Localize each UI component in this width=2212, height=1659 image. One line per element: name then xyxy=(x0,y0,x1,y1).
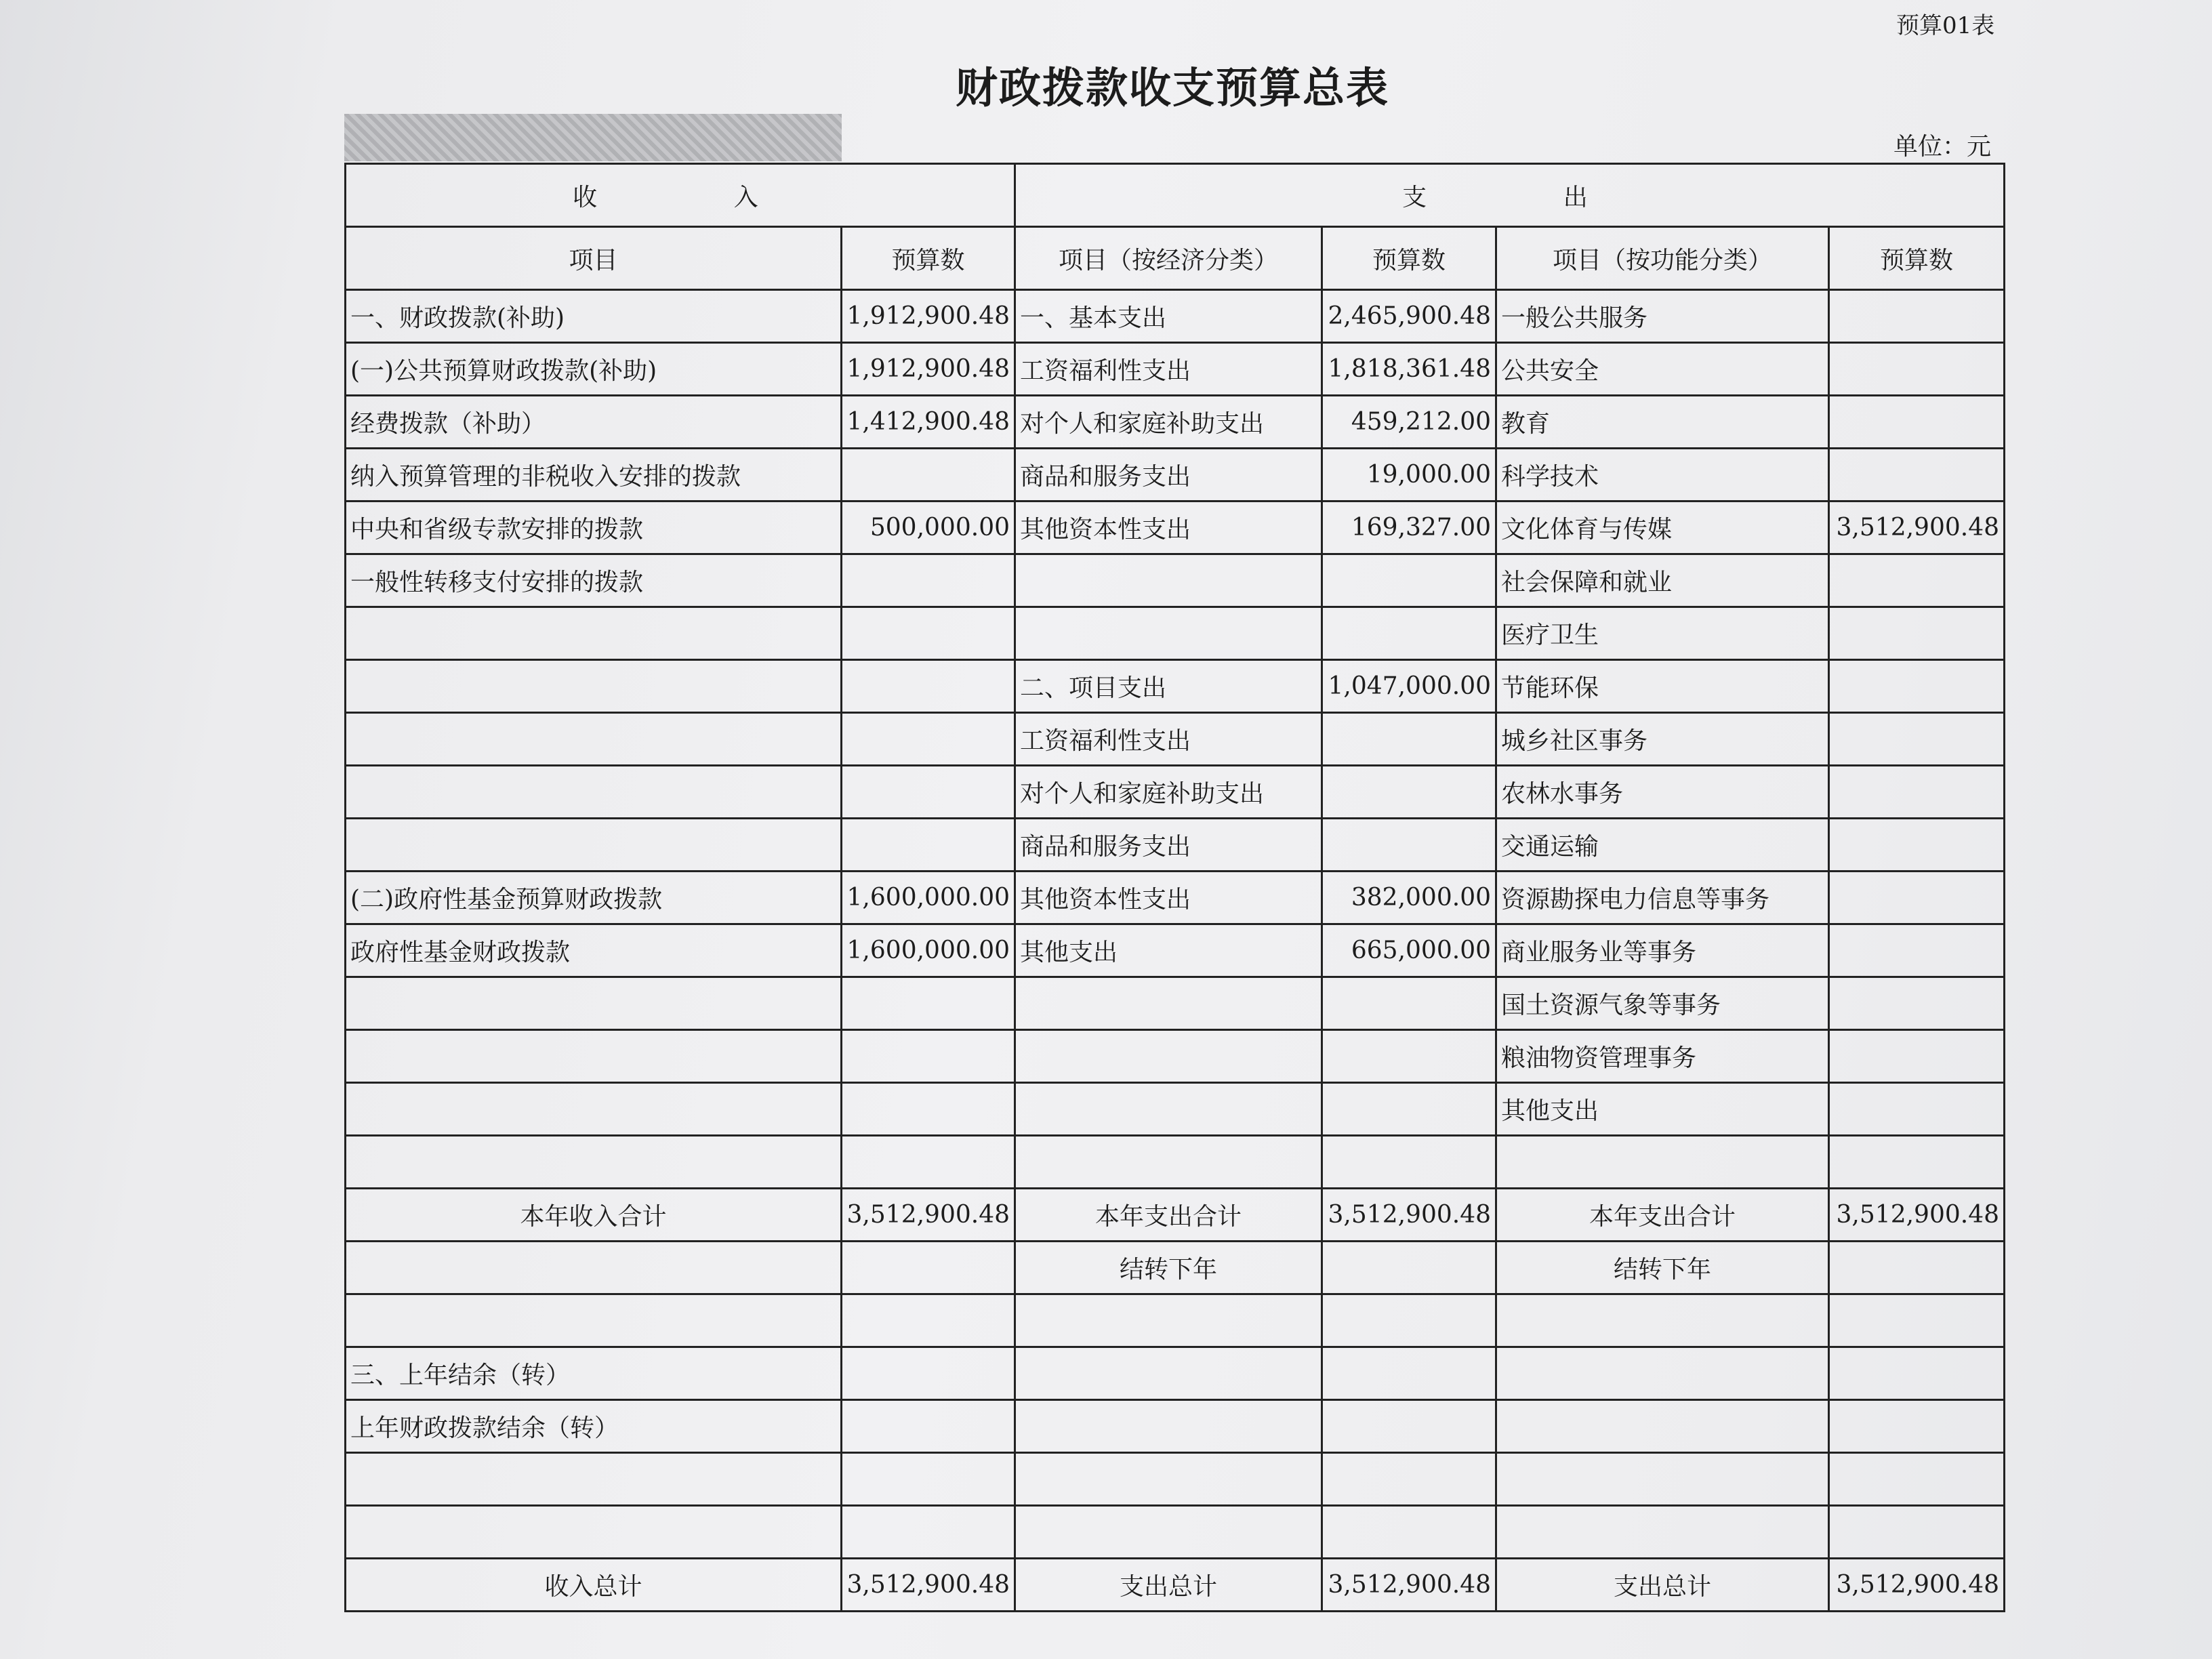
func-item-cell: 结转下年 xyxy=(1496,1242,1829,1294)
income-budget-cell xyxy=(842,1136,1015,1189)
func-item-cell xyxy=(1496,1506,1829,1559)
table-row xyxy=(346,1294,2005,1347)
table-row xyxy=(346,819,2005,872)
econ-budget-cell xyxy=(1322,977,1496,1030)
income-item-cell: 本年收入合计 xyxy=(346,1189,842,1242)
econ-budget-cell xyxy=(1322,607,1496,660)
econ-budget-cell xyxy=(1322,1453,1496,1506)
income-item-cell xyxy=(346,660,842,713)
bleed-through-text xyxy=(224,136,248,170)
func-budget-cell xyxy=(1829,1294,2005,1347)
func-item-cell: 粮油物资管理事务 xyxy=(1496,1030,1829,1083)
income-item-cell xyxy=(346,713,842,766)
income-budget-cell xyxy=(842,713,1015,766)
table-row xyxy=(346,449,2005,501)
func-item-cell: 交通运输 xyxy=(1496,819,1829,872)
econ-item-cell: 其他支出 xyxy=(1015,924,1322,977)
income-budget-cell: 1,600,000.00 xyxy=(842,872,1015,924)
table-row xyxy=(346,766,2005,819)
econ-item-cell: 本年支出合计 xyxy=(1015,1189,1322,1242)
econ-item-cell xyxy=(1015,1136,1322,1189)
unit-label: 单位：元 xyxy=(1893,133,1992,161)
econ-budget-cell: 3,512,900.48 xyxy=(1322,1189,1496,1242)
form-code: 预算01表 xyxy=(1896,12,1995,39)
table-row xyxy=(346,1136,2005,1189)
econ-budget-cell xyxy=(1322,1136,1496,1189)
func-budget-cell xyxy=(1829,607,2005,660)
func-budget-cell xyxy=(1829,290,2005,343)
econ-budget-cell xyxy=(1322,1242,1496,1294)
table-row xyxy=(346,660,2005,713)
income-budget-cell: 3,512,900.48 xyxy=(842,1559,1015,1612)
econ-item-cell xyxy=(1015,1030,1322,1083)
income-item-cell xyxy=(346,1506,842,1559)
econ-budget-cell: 382,000.00 xyxy=(1322,872,1496,924)
econ-budget-cell xyxy=(1322,1506,1496,1559)
income-budget-cell xyxy=(842,819,1015,872)
econ-item-cell: 支出总计 xyxy=(1015,1559,1322,1612)
col-header-func-budget: 预算数 xyxy=(1829,227,2005,290)
income-item-cell: (一)公共预算财政拨款(补助) xyxy=(346,343,842,396)
income-item-cell: 上年财政拨款结余（转） xyxy=(346,1400,842,1453)
econ-budget-cell: 665,000.00 xyxy=(1322,924,1496,977)
func-item-cell: 医疗卫生 xyxy=(1496,607,1829,660)
income-budget-cell xyxy=(842,1083,1015,1136)
income-item-cell: 政府性基金财政拨款 xyxy=(346,924,842,977)
econ-budget-cell xyxy=(1322,1030,1496,1083)
econ-item-cell: 结转下年 xyxy=(1015,1242,1322,1294)
income-budget-cell xyxy=(842,660,1015,713)
table-row xyxy=(346,396,2005,449)
func-budget-cell xyxy=(1829,1453,2005,1506)
econ-item-cell: 商品和服务支出 xyxy=(1015,819,1322,872)
table-row xyxy=(346,1242,2005,1294)
budget-table-body xyxy=(346,164,2005,1612)
income-header: 收 入 xyxy=(346,164,1015,227)
func-budget-cell xyxy=(1829,977,2005,1030)
income-item-cell xyxy=(346,1453,842,1506)
func-item-cell xyxy=(1496,1347,1829,1400)
func-budget-cell: 3,512,900.48 xyxy=(1829,1559,2005,1612)
func-budget-cell xyxy=(1829,819,2005,872)
income-budget-cell xyxy=(842,1506,1015,1559)
column-header-row xyxy=(346,227,2005,290)
income-budget-cell xyxy=(842,607,1015,660)
func-item-cell xyxy=(1496,1294,1829,1347)
income-budget-cell xyxy=(842,554,1015,607)
table-row xyxy=(346,1347,2005,1400)
income-item-cell xyxy=(346,607,842,660)
table-row xyxy=(346,554,2005,607)
econ-budget-cell: 459,212.00 xyxy=(1322,396,1496,449)
econ-item-cell: 工资福利性支出 xyxy=(1015,713,1322,766)
col-header-income-budget: 预算数 xyxy=(842,227,1015,290)
func-budget-cell xyxy=(1829,872,2005,924)
table-row xyxy=(346,607,2005,660)
income-item-cell: 一、财政拨款(补助) xyxy=(346,290,842,343)
econ-budget-cell xyxy=(1322,1294,1496,1347)
econ-budget-cell: 19,000.00 xyxy=(1322,449,1496,501)
redacted-stamp xyxy=(344,114,842,161)
income-budget-cell xyxy=(842,1453,1015,1506)
econ-item-cell: 二、项目支出 xyxy=(1015,660,1322,713)
section-header-row xyxy=(346,164,2005,227)
econ-item-cell xyxy=(1015,1506,1322,1559)
func-budget-cell xyxy=(1829,924,2005,977)
page-title: 财政拨款收支预算总表 xyxy=(955,63,1389,112)
func-budget-cell xyxy=(1829,396,2005,449)
func-budget-cell xyxy=(1829,766,2005,819)
econ-item-cell xyxy=(1015,977,1322,1030)
income-item-cell xyxy=(346,819,842,872)
econ-item-cell: 其他资本性支出 xyxy=(1015,872,1322,924)
func-item-cell xyxy=(1496,1136,1829,1189)
econ-budget-cell xyxy=(1322,1347,1496,1400)
income-budget-cell xyxy=(842,1294,1015,1347)
econ-item-cell: 其他资本性支出 xyxy=(1015,501,1322,554)
col-header-econ-item: 项目（按经济分类） xyxy=(1015,227,1322,290)
income-budget-cell xyxy=(842,1347,1015,1400)
income-budget-cell: 1,912,900.48 xyxy=(842,343,1015,396)
econ-item-cell: 对个人和家庭补助支出 xyxy=(1015,766,1322,819)
income-budget-cell xyxy=(842,449,1015,501)
econ-item-cell: 对个人和家庭补助支出 xyxy=(1015,396,1322,449)
income-budget-cell: 3,512,900.48 xyxy=(842,1189,1015,1242)
income-item-cell: 中央和省级专款安排的拨款 xyxy=(346,501,842,554)
econ-item-cell xyxy=(1015,1347,1322,1400)
func-budget-cell xyxy=(1829,1506,2005,1559)
func-budget-cell xyxy=(1829,1030,2005,1083)
func-item-cell xyxy=(1496,1400,1829,1453)
income-item-cell: 三、上年结余（转） xyxy=(346,1347,842,1400)
col-header-func-item: 项目（按功能分类） xyxy=(1496,227,1829,290)
table-row xyxy=(346,1400,2005,1453)
income-budget-cell xyxy=(842,977,1015,1030)
income-item-cell: 一般性转移支付安排的拨款 xyxy=(346,554,842,607)
income-budget-cell: 1,412,900.48 xyxy=(842,396,1015,449)
income-item-cell: 纳入预算管理的非税收入安排的拨款 xyxy=(346,449,842,501)
func-item-cell: 教育 xyxy=(1496,396,1829,449)
income-item-cell xyxy=(346,1030,842,1083)
income-item-cell: 收入总计 xyxy=(346,1559,842,1612)
func-item-cell: 一般公共服务 xyxy=(1496,290,1829,343)
income-budget-cell: 1,600,000.00 xyxy=(842,924,1015,977)
func-item-cell: 科学技术 xyxy=(1496,449,1829,501)
income-item-cell xyxy=(346,977,842,1030)
income-budget-cell: 500,000.00 xyxy=(842,501,1015,554)
econ-budget-cell: 1,818,361.48 xyxy=(1322,343,1496,396)
table-row xyxy=(346,290,2005,343)
econ-budget-cell: 3,512,900.48 xyxy=(1322,1559,1496,1612)
econ-item-cell xyxy=(1015,1083,1322,1136)
econ-budget-cell: 1,047,000.00 xyxy=(1322,660,1496,713)
col-header-econ-budget: 预算数 xyxy=(1322,227,1496,290)
econ-budget-cell xyxy=(1322,554,1496,607)
func-budget-cell: 3,512,900.48 xyxy=(1829,1189,2005,1242)
income-item-cell: (二)政府性基金预算财政拨款 xyxy=(346,872,842,924)
expense-header: 支 出 xyxy=(1015,164,2005,227)
econ-budget-cell xyxy=(1322,713,1496,766)
table-row xyxy=(346,1559,2005,1612)
econ-item-cell xyxy=(1015,1453,1322,1506)
econ-item-cell xyxy=(1015,554,1322,607)
income-budget-cell xyxy=(842,1400,1015,1453)
econ-budget-cell xyxy=(1322,1400,1496,1453)
col-header-income-item: 项目 xyxy=(346,227,842,290)
func-budget-cell xyxy=(1829,449,2005,501)
func-item-cell: 商业服务业等事务 xyxy=(1496,924,1829,977)
econ-item-cell: 一、基本支出 xyxy=(1015,290,1322,343)
func-budget-cell xyxy=(1829,660,2005,713)
econ-item-cell: 商品和服务支出 xyxy=(1015,449,1322,501)
econ-budget-cell: 169,327.00 xyxy=(1322,501,1496,554)
func-item-cell: 本年支出合计 xyxy=(1496,1189,1829,1242)
income-item-cell xyxy=(346,766,842,819)
table-row xyxy=(346,1083,2005,1136)
table-row xyxy=(346,1189,2005,1242)
func-budget-cell xyxy=(1829,1136,2005,1189)
budget-table xyxy=(344,163,2005,1612)
income-item-cell xyxy=(346,1294,842,1347)
econ-item-cell xyxy=(1015,607,1322,660)
func-item-cell: 社会保障和就业 xyxy=(1496,554,1829,607)
table-row xyxy=(346,1506,2005,1559)
func-budget-cell xyxy=(1829,1347,2005,1400)
econ-item-cell xyxy=(1015,1400,1322,1453)
table-row xyxy=(346,924,2005,977)
income-budget-cell xyxy=(842,766,1015,819)
table-row xyxy=(346,501,2005,554)
func-item-cell: 资源勘探电力信息等事务 xyxy=(1496,872,1829,924)
func-item-cell: 文化体育与传媒 xyxy=(1496,501,1829,554)
econ-budget-cell xyxy=(1322,819,1496,872)
table-row xyxy=(346,713,2005,766)
econ-item-cell: 工资福利性支出 xyxy=(1015,343,1322,396)
table-row xyxy=(346,1453,2005,1506)
func-budget-cell xyxy=(1829,713,2005,766)
func-budget-cell xyxy=(1829,1242,2005,1294)
func-budget-cell xyxy=(1829,343,2005,396)
func-budget-cell xyxy=(1829,1083,2005,1136)
table-row xyxy=(346,977,2005,1030)
econ-budget-cell: 2,465,900.48 xyxy=(1322,290,1496,343)
func-item-cell: 其他支出 xyxy=(1496,1083,1829,1136)
income-budget-cell xyxy=(842,1030,1015,1083)
func-budget-cell: 3,512,900.48 xyxy=(1829,501,2005,554)
func-budget-cell xyxy=(1829,1400,2005,1453)
econ-budget-cell xyxy=(1322,1083,1496,1136)
func-item-cell: 城乡社区事务 xyxy=(1496,713,1829,766)
table-row xyxy=(346,1030,2005,1083)
func-item-cell: 公共安全 xyxy=(1496,343,1829,396)
func-item-cell: 国土资源气象等事务 xyxy=(1496,977,1829,1030)
income-item-cell: 经费拨款（补助） xyxy=(346,396,842,449)
func-item-cell: 农林水事务 xyxy=(1496,766,1829,819)
func-item-cell: 支出总计 xyxy=(1496,1559,1829,1612)
income-item-cell xyxy=(346,1083,842,1136)
econ-item-cell xyxy=(1015,1294,1322,1347)
income-budget-cell: 1,912,900.48 xyxy=(842,290,1015,343)
income-budget-cell xyxy=(842,1242,1015,1294)
func-item-cell xyxy=(1496,1453,1829,1506)
econ-budget-cell xyxy=(1322,766,1496,819)
income-item-cell xyxy=(346,1136,842,1189)
func-budget-cell xyxy=(1829,554,2005,607)
table-row xyxy=(346,343,2005,396)
table-row xyxy=(346,872,2005,924)
func-item-cell: 节能环保 xyxy=(1496,660,1829,713)
income-item-cell xyxy=(346,1242,842,1294)
